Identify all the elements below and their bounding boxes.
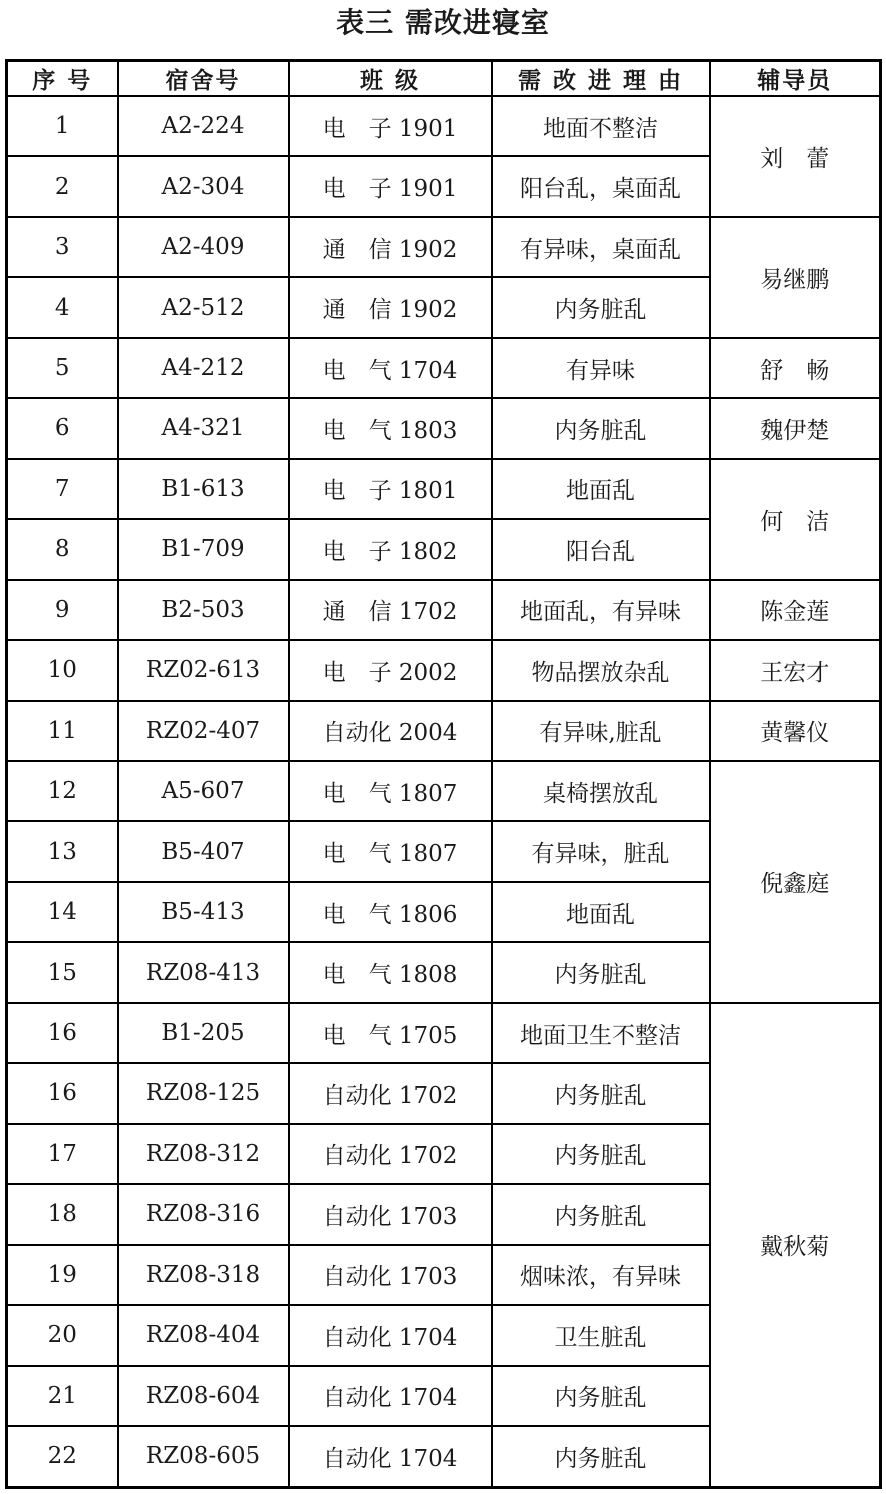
cell-reason: 地面乱: [492, 882, 710, 942]
cell-no: 1: [7, 96, 118, 156]
cell-reason: 内务脏乱: [492, 1366, 710, 1426]
cell-class: 通 信 1902: [289, 277, 492, 337]
table-row: [7, 398, 881, 458]
table-row: [7, 217, 881, 277]
cell-class: 自动化 1702: [289, 1124, 492, 1184]
cell-no: 22: [7, 1426, 118, 1488]
cell-room: A2-224: [118, 96, 289, 156]
cell-room: RZ08-413: [118, 942, 289, 1002]
cell-class: 电 气 1704: [289, 338, 492, 398]
cell-counselor: 陈金莲: [710, 580, 881, 640]
cell-class: 电 子 2002: [289, 640, 492, 700]
cell-class: 自动化 1703: [289, 1245, 492, 1305]
cell-no: 6: [7, 398, 118, 458]
table-row: [7, 338, 881, 398]
cell-counselor: 何 洁: [710, 459, 881, 580]
cell-reason: 地面乱，有异味: [492, 580, 710, 640]
cell-reason: 内务脏乱: [492, 1124, 710, 1184]
cell-room: B5-407: [118, 821, 289, 881]
cell-no: 8: [7, 519, 118, 579]
cell-no: 4: [7, 277, 118, 337]
cell-class: 电 子 1901: [289, 96, 492, 156]
table-header-row: [7, 61, 881, 97]
cell-room: RZ08-604: [118, 1366, 289, 1426]
cell-room: B2-503: [118, 580, 289, 640]
cell-no: 13: [7, 821, 118, 881]
cell-reason: 桌椅摆放乱: [492, 761, 710, 821]
cell-counselor: 黄馨仪: [710, 701, 881, 761]
cell-reason: 卫生脏乱: [492, 1305, 710, 1365]
table-row: [7, 761, 881, 821]
cell-class: 电 气 1807: [289, 761, 492, 821]
cell-room: B5-413: [118, 882, 289, 942]
cell-class: 通 信 1702: [289, 580, 492, 640]
table-row: [7, 1003, 881, 1063]
cell-no: 18: [7, 1184, 118, 1244]
cell-room: A4-212: [118, 338, 289, 398]
cell-counselor: 王宏才: [710, 640, 881, 700]
header-no: 序 号: [7, 61, 118, 97]
cell-no: 2: [7, 156, 118, 216]
table-row: [7, 580, 881, 640]
cell-class: 自动化 1703: [289, 1184, 492, 1244]
cell-no: 21: [7, 1366, 118, 1426]
header-counselor: 辅导员: [710, 61, 881, 97]
cell-reason: 物品摆放杂乱: [492, 640, 710, 700]
cell-no: 5: [7, 338, 118, 398]
cell-no: 19: [7, 1245, 118, 1305]
cell-no: 16: [7, 1003, 118, 1063]
cell-no: 17: [7, 1124, 118, 1184]
cell-counselor: 刘 蕾: [710, 96, 881, 217]
cell-counselor: 易继鹏: [710, 217, 881, 338]
cell-reason: 地面卫生不整洁: [492, 1003, 710, 1063]
cell-class: 自动化 1704: [289, 1305, 492, 1365]
cell-reason: 有异味,脏乱: [492, 701, 710, 761]
cell-room: A5-607: [118, 761, 289, 821]
cell-counselor: 戴秋菊: [710, 1003, 881, 1488]
cell-room: RZ02-613: [118, 640, 289, 700]
cell-reason: 内务脏乱: [492, 1063, 710, 1123]
cell-reason: 内务脏乱: [492, 942, 710, 1002]
cell-room: A4-321: [118, 398, 289, 458]
cell-reason: 阳台乱，桌面乱: [492, 156, 710, 216]
cell-reason: 内务脏乱: [492, 398, 710, 458]
cell-no: 20: [7, 1305, 118, 1365]
cell-class: 电 气 1803: [289, 398, 492, 458]
cell-reason: 内务脏乱: [492, 1426, 710, 1488]
cell-class: 电 气 1808: [289, 942, 492, 1002]
cell-room: RZ08-605: [118, 1426, 289, 1488]
cell-counselor: 倪鑫庭: [710, 761, 881, 1003]
cell-reason: 有异味: [492, 338, 710, 398]
table-row: [7, 459, 881, 519]
cell-room: RZ02-407: [118, 701, 289, 761]
dormitory-table: [5, 59, 882, 1489]
cell-class: 自动化 1702: [289, 1063, 492, 1123]
cell-class: 电 子 1802: [289, 519, 492, 579]
cell-class: 自动化 2004: [289, 701, 492, 761]
cell-class: 电 气 1807: [289, 821, 492, 881]
cell-counselor: 舒 畅: [710, 338, 881, 398]
cell-reason: 有异味，脏乱: [492, 821, 710, 881]
cell-reason: 阳台乱: [492, 519, 710, 579]
cell-reason: 烟味浓，有异味: [492, 1245, 710, 1305]
cell-no: 7: [7, 459, 118, 519]
cell-class: 自动化 1704: [289, 1426, 492, 1488]
cell-no: 12: [7, 761, 118, 821]
cell-room: RZ08-318: [118, 1245, 289, 1305]
cell-room: A2-304: [118, 156, 289, 216]
cell-room: A2-409: [118, 217, 289, 277]
cell-no: 3: [7, 217, 118, 277]
cell-class: 电 气 1705: [289, 1003, 492, 1063]
header-room: 宿舍号: [118, 61, 289, 97]
cell-room: RZ08-404: [118, 1305, 289, 1365]
cell-no: 10: [7, 640, 118, 700]
cell-no: 15: [7, 942, 118, 1002]
cell-no: 11: [7, 701, 118, 761]
cell-room: B1-709: [118, 519, 289, 579]
table-body: [7, 96, 881, 1488]
cell-no: 14: [7, 882, 118, 942]
cell-room: RZ08-312: [118, 1124, 289, 1184]
cell-reason: 地面不整洁: [492, 96, 710, 156]
cell-class: 电 子 1901: [289, 156, 492, 216]
cell-reason: 内务脏乱: [492, 277, 710, 337]
cell-no: 9: [7, 580, 118, 640]
cell-room: RZ08-125: [118, 1063, 289, 1123]
cell-reason: 有异味，桌面乱: [492, 217, 710, 277]
cell-class: 电 气 1806: [289, 882, 492, 942]
cell-room: B1-205: [118, 1003, 289, 1063]
cell-class: 自动化 1704: [289, 1366, 492, 1426]
cell-class: 通 信 1902: [289, 217, 492, 277]
table-row: [7, 640, 881, 700]
page-title: 表三 需改进寝室: [336, 6, 550, 39]
cell-room: RZ08-316: [118, 1184, 289, 1244]
cell-reason: 内务脏乱: [492, 1184, 710, 1244]
header-class: 班 级: [289, 61, 492, 97]
cell-reason: 地面乱: [492, 459, 710, 519]
cell-class: 电 子 1801: [289, 459, 492, 519]
header-reason: 需 改 进 理 由: [492, 61, 710, 97]
cell-room: A2-512: [118, 277, 289, 337]
cell-counselor: 魏伊楚: [710, 398, 881, 458]
cell-room: B1-613: [118, 459, 289, 519]
cell-no: 16: [7, 1063, 118, 1123]
table-row: [7, 96, 881, 156]
table-row: [7, 701, 881, 761]
